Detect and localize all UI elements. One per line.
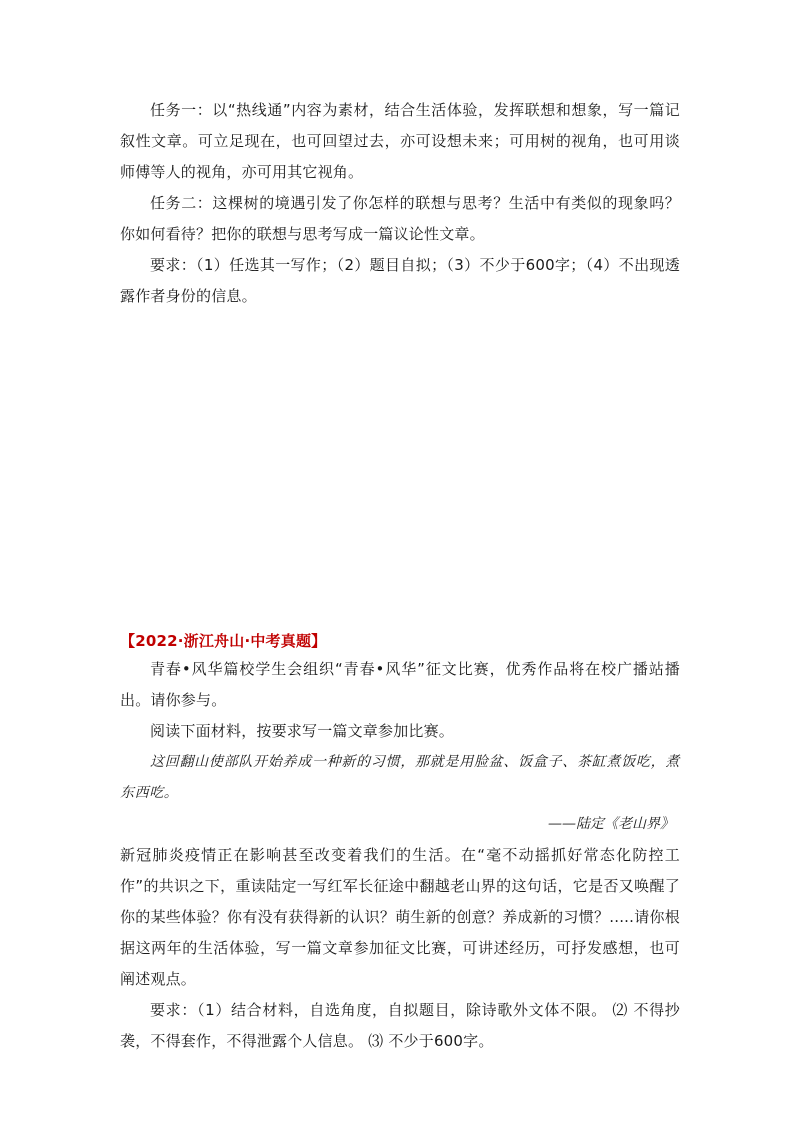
instruction-paragraph: 阅读下面材料，按要求写一篇文章参加比赛。: [150, 722, 455, 740]
exam-source-heading: 【2022·浙江舟山·中考真题】: [120, 632, 327, 650]
writing-tasks-section: [120, 95, 680, 312]
task-one-paragraph: 任务一：以“热线通”内容为素材，结合生活体验，发挥联想和想象，写一篇记叙性文章。可立足现在，也可回望过去，亦可设想未来；可用树的视角，也可用谈师傅等人的视角，亦可用其它视角。: [120, 101, 680, 181]
material-quote: 这回翻山使部队开始养成一种新的习惯，那就是用脸盆、饭盒子、茶缸煮饭吃，煮东西吃。: [120, 754, 680, 801]
requirements-paragraph: 要求：（1）任选其一写作；（2）题目自拟；（3）不少于600字；（4）不出现透露作者身份的信息。: [120, 256, 680, 305]
quote-attribution: ——陆定《老山界》: [548, 816, 674, 832]
contest-requirements-paragraph: 要求：（1）结合材料，自选角度，自拟题目，除诗歌外文体不限。 ⑵ 不得抄袭，不得套作，不得泄露个人信息。 ⑶ 不少于600字。: [120, 1001, 680, 1050]
task-two-paragraph: 任务二：这棵树的境遇引发了你怎样的联想与思考？生活中有类似的现象吗？你如何看待？把你的联想与思考写成一篇议论性文章。: [120, 194, 680, 243]
contest-intro-paragraph: 青春•风华篇校学生会组织“青春•风华”征文比赛，优秀作品将在校广播站播出。请你参与。: [120, 660, 680, 709]
prompt-body-paragraph: 新冠肺炎疫情正在影响甚至改变着我们的生活。在“毫不动摇抓好常态化防控工作”的共识之下，重读陆定一写红军长征途中翻越老山界的这句话，它是否又唤醒了你的某些体验？你有没有获得新的认识？萌生新的创意？养成新的习惯？.....请你根据这两年的生活体验，写一篇文章参加征文比赛，可讲述经历，可抒发感想，也可阐述观点。: [120, 846, 680, 988]
exam-question-section: [120, 628, 680, 1057]
